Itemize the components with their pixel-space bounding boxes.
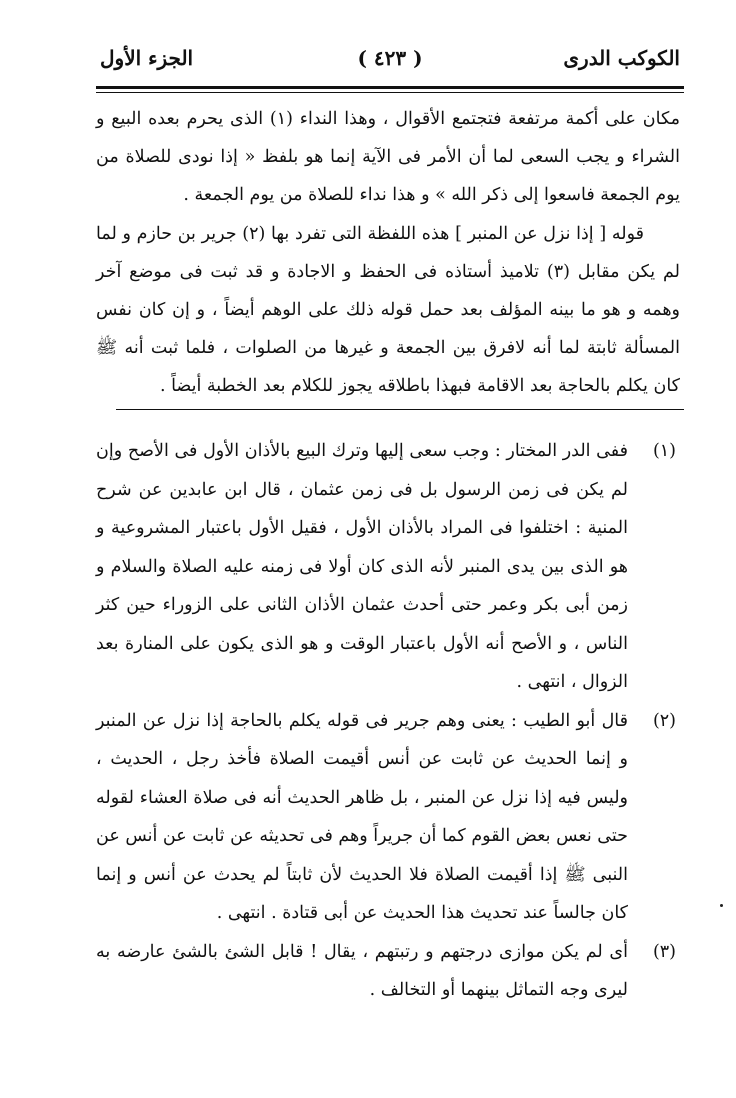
footnote-1 <box>96 432 680 702</box>
footnote-text: أى لم يكن موازى درجتهم و رتبتهم ، يقال ! قابل الشئ بالشئ عارضه به ليرى وجه التماثل بينهما أو التخالف . <box>96 941 628 1000</box>
footnote-number: (٢) <box>652 710 676 731</box>
header-rule-thin <box>96 92 684 93</box>
footnote-text: ففى الدر المختار : وجب سعى إليها وترك البيع بالأذان الأول فى الأصح وإن لم يكن فى زمن الرسول بل فى زمن عثمان ، قال ابن عابدين عن شرح المنية : اختلفوا فى المراد بالأذان الأول ، فقيل الأول باعتبار المشروعية و هو الذى بين يدى المنبر لأنه الذى كان أولا فى زمنه عليه الصلاة والسلام و زمن أبى بكر وعمر حتى أحدث عثمان الأذان الثانى على الزوراء حين كثر الناس ، و الأصح أنه الأول باعتبار الوقت و هو الذى يكون على المنارة بعد الزوال ، انتهى . <box>96 441 628 692</box>
book-title: الكوكب الدرى <box>563 46 680 70</box>
footnote-separator <box>116 409 684 410</box>
ink-speck <box>720 904 723 907</box>
paragraph-1: مكان على أكمة مرتفعة فتجتمع الأقوال ، وهذا النداء (١) الذى يحرم بعده البيع و الشراء و يجب السعى لما أن الأمر فى الآية إنما هو بلفظ « إذا نودى للصلاة من يوم الجمعة فاسعوا إلى ذكر الله » و هذا نداء للصلاة من يوم الجمعة . <box>96 109 680 206</box>
footnote-2 <box>96 702 680 933</box>
footnote-number: (١) <box>652 441 676 461</box>
page-number: ( ٤٢٣ ) <box>357 46 423 70</box>
footnote-3 <box>96 933 680 1010</box>
header-rule-thick <box>96 86 684 89</box>
footnotes <box>96 432 680 1010</box>
footnote-number: (٣) <box>652 941 676 962</box>
volume-label: الجزء الأول <box>100 46 194 70</box>
running-header <box>100 40 680 80</box>
paragraph-2: قوله [ إذا نزل عن المنبر ] هذه اللفظة التى تفرد بها (٢) جرير بن حازم و لما لم يكن مقابل (٣) تلاميذ أستاذه فى الحفظ و الاجادة و قد ثبت فى موضع آخر وهمه و هو ما بينه المؤلف بعد حمل قوله ذلك على الوهم أيضاً ، و إن كان نفس المسألة ثابتة لما أنه لافرق بين الجمعة و غيرها من الصلوات ، فلما ثبت أنه ﷺ كان يكلم بالحاجة بعد الاقامة فبهذا باطلاقه يجوز للكلام بعد الخطبة أيضاً . <box>96 223 680 397</box>
main-text <box>96 100 680 406</box>
footnote-text: قال أبو الطيب : يعنى وهم جرير فى قوله يكلم بالحاجة إذا نزل عن المنبر و إنما الحديث عن ثابت عن أنس أقيمت الصلاة فأخذ رجل ، الحديث ، وليس فيه إذا نزل عن المنبر ، بل ظاهر الحديث أنه فى صلاة العشاء لقوله حتى نعس بعض القوم كما أن جريراً وهم فى تحديثه عن ثابت عن أنس عن النبى ﷺ إذا أقيمت الصلاة فلا الحديث لأن ثابتاً لم يحدث عن أنس و إنما كان جالساً عند تحديث هذا الحديث عن أبى قتادة . انتهى . <box>96 710 628 923</box>
